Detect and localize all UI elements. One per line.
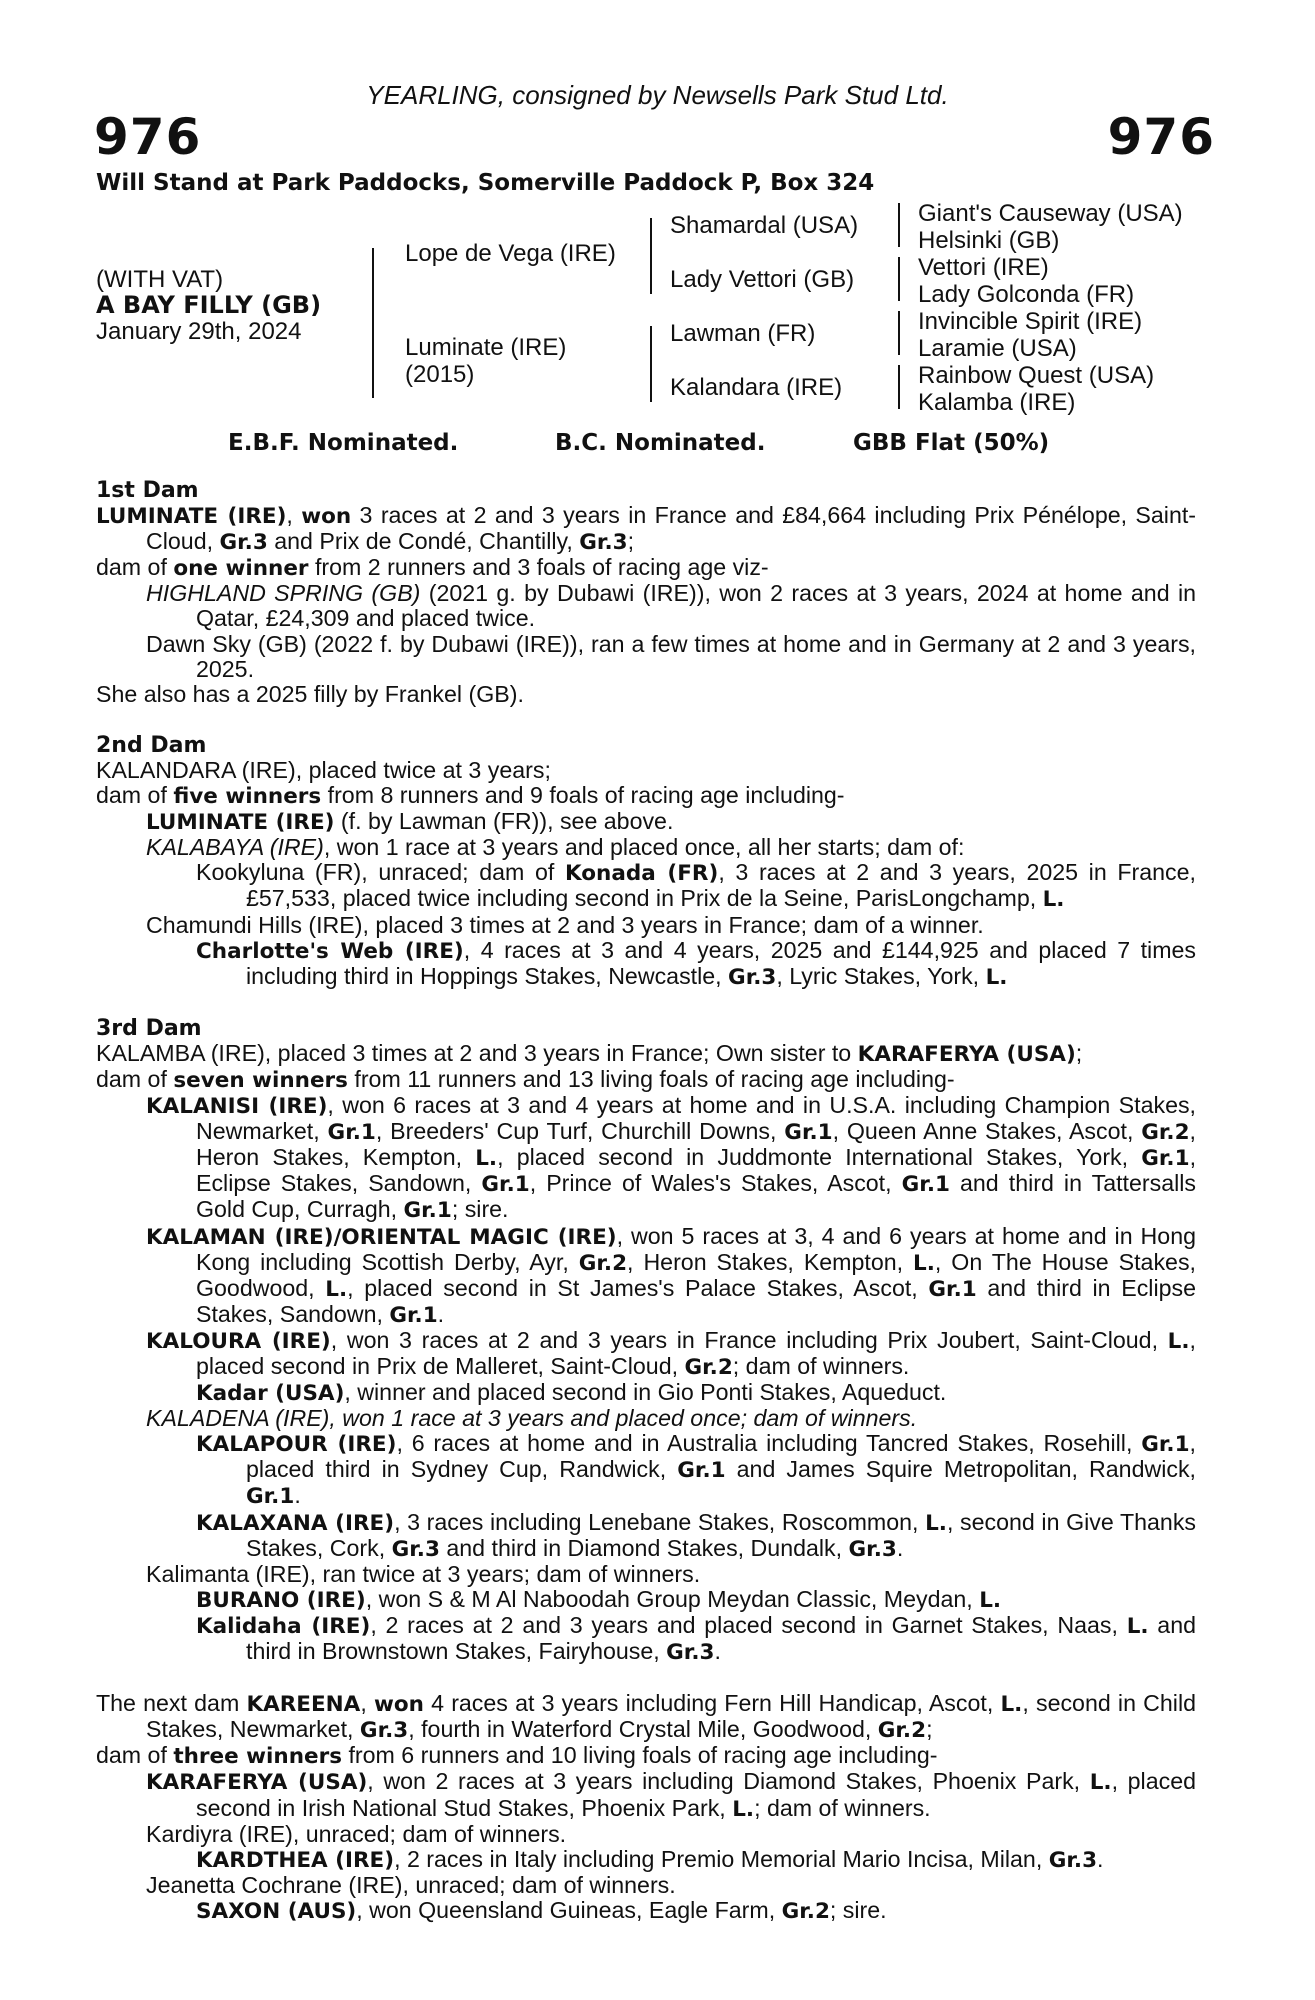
dam-year: (2015) — [405, 361, 475, 388]
list-item: Dawn Sky (GB) (2022 f. by Dubawi (IRE)), ran a few times at home and in Germany at 2 and 3 years, 2025. — [146, 630, 1196, 682]
list-item: Jeanetta Cochrane (IRE), unraced; dam of winners. — [146, 1871, 676, 1898]
third-dam-record: KALAMBA (IRE), placed 3 times at 2 and 3 years in France; Own sister to KARAFERYA (USA); — [96, 1039, 1083, 1067]
list-item: She also has a 2025 filly by Frankel (GB). — [96, 680, 524, 707]
granddam-6: Laramie (USA) — [918, 335, 1077, 362]
lot-number-left: 976 — [94, 108, 202, 166]
list-item: KARDTHEA (IRE), 2 races in Italy including Premio Memorial Mario Incisa, Milan, Gr.3. — [196, 1845, 1104, 1873]
granddam-2: Helsinki (GB) — [918, 227, 1060, 254]
list-item: Kookyluna (FR), unraced; dam of Konada (FR), 3 races at 2 and 3 years, 2025 in France, £57,533, placed twice including second in Prix de la Seine, ParisLongchamp, L. — [196, 859, 1196, 913]
sire-dam: Lady Vettori (GB) — [670, 266, 855, 293]
next-dam-record: The next dam KAREENA, won 4 races at 3 years including Fern Hill Handicap, Ascot, L., second in Child Stakes, Newmarket, Gr.3, fourth in Waterford Crystal Mile, Goodwood, Gr.2; — [96, 1690, 1196, 1744]
list-item: BURANO (IRE), won S & M Al Naboodah Group Meydan Classic, Meydan, L. — [196, 1585, 1002, 1613]
catalogue-body — [96, 478, 1196, 1924]
pedigree-brace-g12 — [898, 203, 900, 247]
list-item: Charlotte's Web (IRE), 4 races at 3 and 4 years, 2025 and £144,925 and placed 7 times including third in Hoppings Stakes, Newcastle, Gr.3, Lyric Stakes, York, L. — [196, 936, 1196, 990]
first-dam-produce: dam of one winner from 2 runners and 3 foals of racing age viz- — [96, 554, 769, 582]
next-dam-produce: dam of three winners from 6 runners and 10 living foals of racing age including- — [96, 1742, 938, 1770]
lot-number-right: 976 — [1107, 108, 1215, 166]
bc-nomination: B.C. Nominated. — [555, 430, 766, 456]
list-item: KARAFERYA (USA), won 2 races at 3 years including Diamond Stakes, Phoenix Park, L., placed second in Irish National Stud Stakes, Phoenix Park, L.; dam of winners. — [146, 1768, 1196, 1822]
list-item: Kadar (USA), winner and placed second in Gio Ponti Stakes, Aqueduct. — [196, 1379, 947, 1407]
sire: Lope de Vega (IRE) — [405, 240, 616, 267]
grandsire-5: Invincible Spirit (IRE) — [918, 308, 1143, 335]
list-item: KALANISI (IRE), won 6 races at 3 and 4 years at home and in U.S.A. including Champion Stakes, Newmarket, Gr.1, Breeders' Cup Turf, Churchill Downs, Gr.1, Queen Anne Stakes, Ascot, Gr.2, Heron Stakes, Kempton, L., placed second in Juddmonte International Stakes, York, Gr.1, Eclipse Stakes, Sandown, Gr.1, Prince of Wales's Stakes, Ascot, Gr.1 and third in Tattersalls Gold Cup, Curragh, Gr.1; sire. — [146, 1092, 1197, 1224]
first-dam-record: LUMINATE (IRE), won 3 races at 2 and 3 years in France and £84,664 including Prix Pénélope, Saint-Cloud, Gr.3 and Prix de Condé, Chantilly, Gr.3; — [96, 502, 1197, 556]
gbb-nomination: GBB Flat (50%) — [853, 430, 1050, 456]
list-item: KALAXANA (IRE), 3 races including Lenebane Stakes, Roscommon, L., second in Give Thanks Stakes, Cork, Gr.3 and third in Diamond Stakes, Dundalk, Gr.3. — [196, 1508, 1197, 1562]
dam: Luminate (IRE) — [405, 334, 567, 361]
second-dam-produce: dam of five winners from 8 runners and 9 foals of racing age including- — [96, 782, 845, 810]
pedigree-brace-sire — [650, 218, 652, 294]
second-dam-record: KALANDARA (IRE), placed twice at 3 years; — [96, 756, 551, 783]
list-item: SAXON (AUS), won Queensland Guineas, Eagle Farm, Gr.2; sire. — [196, 1896, 887, 1924]
horse-name: A BAY FILLY (GB) — [96, 291, 322, 319]
consignment-line: YEARLING, consigned by Newsells Park Stud Ltd. — [366, 80, 949, 110]
vat-note: (WITH VAT) — [96, 266, 224, 293]
grandsire-3: Vettori (IRE) — [918, 254, 1049, 281]
grandsire-1: Giant's Causeway (USA) — [918, 200, 1183, 227]
section-heading-2nd-dam: 2nd Dam — [96, 732, 207, 758]
granddam-4: Lady Golconda (FR) — [918, 281, 1135, 308]
pedigree-brace-g56 — [898, 311, 900, 355]
section-heading-3rd-dam: 3rd Dam — [96, 1015, 202, 1041]
grandsire-7: Rainbow Quest (USA) — [918, 362, 1155, 389]
list-item: Chamundi Hills (IRE), placed 3 times at 2 and 3 years in France; dam of a winner. — [146, 911, 984, 938]
pedigree-brace-g34 — [898, 257, 900, 301]
granddam-8: Kalamba (IRE) — [918, 389, 1076, 416]
list-item: HIGHLAND SPRING (GB) (2021 g. by Dubawi (IRE)), won 2 races at 3 years, 2024 at home and in Qatar, £24,309 and placed twice. — [146, 580, 1196, 632]
list-item: Kardiyra (IRE), unraced; dam of winners. — [146, 1820, 567, 1847]
list-item: KALAMAN (IRE)/ORIENTAL MAGIC (IRE), won 5 races at 3, 4 and 6 years at home and in Hong Kong including Scottish Derby, Ayr, Gr.2, Heron Stakes, Kempton, L., On The House Stakes, Goodwood, L., placed second in St James's Palace Stakes, Ascot, Gr.1 and third in Eclipse Stakes, Sandown, Gr.1. — [146, 1222, 1196, 1328]
list-item: Kalimanta (IRE), ran twice at 3 years; dam of winners. — [146, 1560, 701, 1587]
stand-location: Will Stand at Park Paddocks, Somerville Paddock P, Box 324 — [96, 170, 875, 196]
dam-dam: Kalandara (IRE) — [670, 374, 843, 401]
pedigree-brace-main — [372, 248, 374, 398]
list-item: KALOURA (IRE), won 3 races at 2 and 3 years in France including Prix Joubert, Saint-Cloud, L., placed second in Prix de Malleret, Saint-Cloud, Gr.2; dam of winners. — [146, 1326, 1196, 1380]
list-item: Kalidaha (IRE), 2 races at 2 and 3 years and placed second in Garnet Stakes, Naas, L. and third in Brownstown Stakes, Fairyhouse, Gr.3. — [196, 1611, 1196, 1666]
list-item: KALADENA (IRE), won 1 race at 3 years and placed once; dam of winners. — [146, 1405, 918, 1432]
section-heading-1st-dam: 1st Dam — [96, 478, 199, 503]
list-item: KALAPOUR (IRE), 6 races at home and in Australia including Tancred Stakes, Rosehill, Gr.1, placed third in Sydney Cup, Randwick, Gr.1 and James Squire Metropolitan, Randwick, Gr.1. — [196, 1430, 1196, 1510]
sire-sire: Shamardal (USA) — [670, 212, 859, 239]
list-item: LUMINATE (IRE) (f. by Lawman (FR)), see above. — [146, 808, 674, 836]
horse-dob: January 29th, 2024 — [96, 318, 302, 345]
dam-sire: Lawman (FR) — [670, 320, 816, 347]
list-item: KALABAYA (IRE), won 1 race at 3 years and placed once, all her starts; dam of: — [146, 834, 965, 861]
third-dam-produce: dam of seven winners from 11 runners and 13 living foals of racing age including- — [96, 1065, 955, 1093]
pedigree-brace-g78 — [898, 365, 900, 409]
ebf-nomination: E.B.F. Nominated. — [228, 430, 459, 456]
pedigree-brace-dam — [650, 326, 652, 402]
